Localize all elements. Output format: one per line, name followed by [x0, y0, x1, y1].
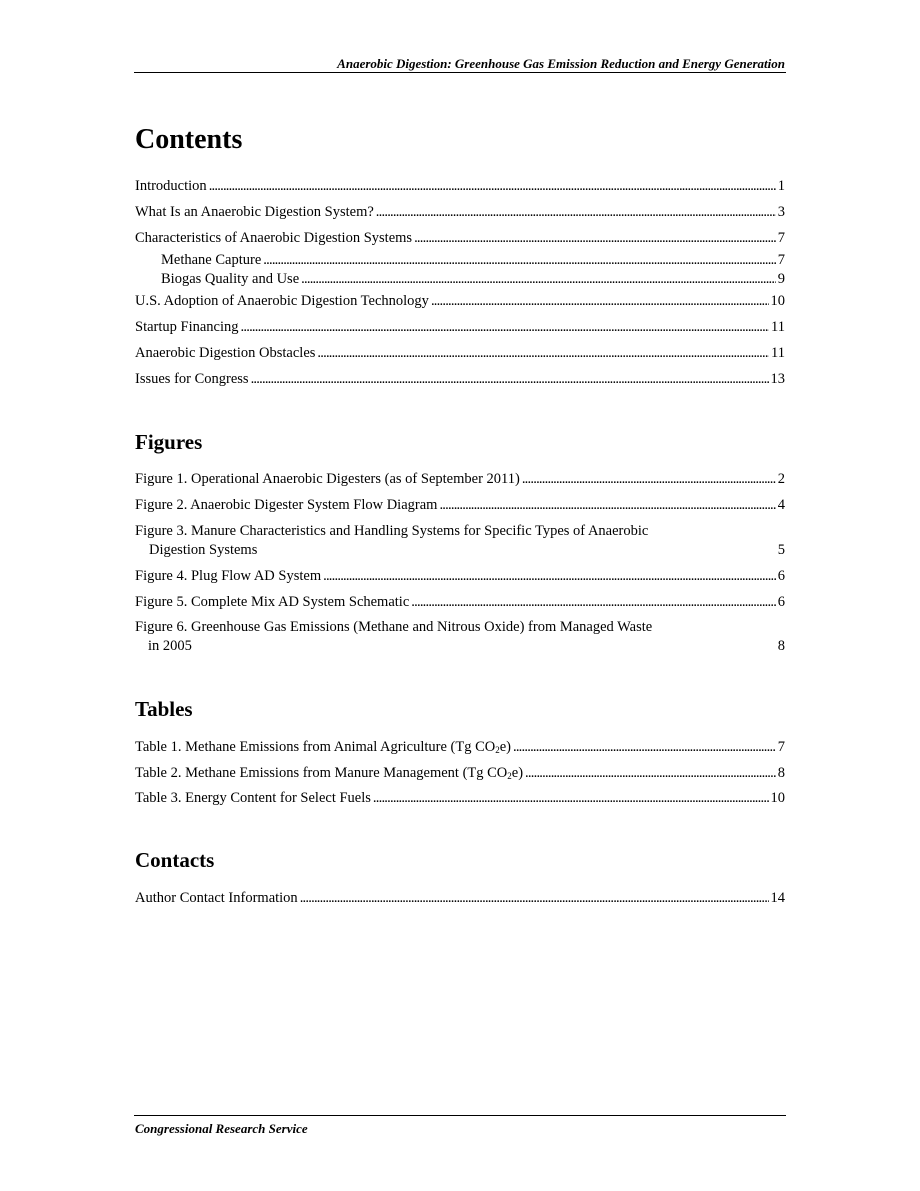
toc-entry-label: U.S. Adoption of Anaerobic Digestion Technology: [135, 293, 429, 309]
page-footer: [134, 1115, 786, 1136]
toc-entry-page: 10: [770, 293, 785, 309]
dot-leader: [209, 177, 776, 196]
dot-leader: [431, 292, 769, 311]
toc-entry-page: 11: [771, 319, 785, 335]
dot-leader: [263, 251, 775, 270]
dot-leader: [525, 764, 776, 783]
figure-entry-page: 6: [777, 568, 785, 584]
figure-entry-1[interactable]: [135, 470, 785, 489]
footer-source: Congressional Research Service: [135, 1121, 308, 1136]
toc-entry-methane-capture[interactable]: [161, 251, 785, 270]
toc-entry-page: 9: [777, 271, 785, 287]
toc-entry-label: Methane Capture: [161, 252, 262, 268]
dot-leader: [301, 270, 776, 289]
contact-entry-author[interactable]: [135, 889, 785, 908]
dot-leader: [414, 229, 776, 248]
table-entry-label: Table 3. Energy Content for Select Fuels: [135, 790, 371, 806]
dot-leader: [251, 370, 769, 389]
toc-entry-us-adoption[interactable]: [135, 292, 785, 311]
toc-entry-introduction[interactable]: [135, 177, 785, 196]
figure-entry-label: Figure 4. Plug Flow AD System: [135, 568, 322, 584]
figure-entry-page: 2: [777, 471, 785, 487]
contacts-heading: Contacts: [135, 848, 215, 872]
figure-entry-label: Figure 2. Anaerobic Digester System Flow Diagram: [135, 497, 438, 513]
toc-entry-page: 7: [777, 252, 785, 268]
toc-entry-page: 11: [771, 345, 785, 361]
figure-entry-label: Figure 6. Greenhouse Gas Emissions (Methane and Nitrous Oxide) from Managed Waste: [135, 619, 653, 635]
toc-entry-obstacles[interactable]: [135, 344, 785, 363]
figure-entry-label-cont: Digestion Systems: [149, 542, 258, 558]
table-entry-3[interactable]: [135, 789, 785, 808]
table-entry-2[interactable]: [135, 764, 785, 783]
table-entry-1[interactable]: [135, 738, 785, 757]
dot-leader: [439, 496, 775, 515]
table-entry-page: 10: [770, 790, 785, 806]
dot-leader: [411, 593, 775, 612]
toc-entry-label: Biogas Quality and Use: [161, 271, 300, 287]
figure-entry-page: 4: [777, 497, 785, 513]
dot-leader: [241, 318, 770, 337]
toc-entry-page: 7: [777, 230, 785, 246]
running-title: Anaerobic Digestion: Greenhouse Gas Emission Reduction and Energy Generation: [337, 56, 785, 71]
dot-leader: [300, 889, 769, 908]
figure-entry-label: Figure 1. Operational Anaerobic Digesters (as of September 2011): [135, 471, 520, 487]
table-entry-page: 7: [777, 739, 785, 755]
figure-entry-5[interactable]: [135, 593, 785, 612]
contact-entry-label: Author Contact Information: [135, 890, 298, 906]
figure-entry-label: Figure 5. Complete Mix AD System Schematic: [135, 594, 410, 610]
figure-entry-2[interactable]: [135, 496, 785, 515]
toc-entry-what-is-ad[interactable]: [135, 203, 785, 222]
dot-leader: [376, 203, 776, 222]
toc-entry-startup-financing[interactable]: [135, 318, 785, 337]
toc-entry-label: Issues for Congress: [135, 371, 249, 387]
contents-heading: Contents: [135, 124, 243, 155]
dot-leader: [513, 738, 776, 757]
figure-entry-label: Figure 3. Manure Characteristics and Handling Systems for Specific Types of Anaerobic: [135, 523, 649, 539]
dot-leader: [373, 789, 769, 808]
figure-entry-page: 8: [777, 638, 785, 654]
contact-entry-page: 14: [770, 890, 785, 906]
dot-leader: [317, 344, 769, 363]
figure-entry-6[interactable]: [135, 618, 785, 656]
figures-heading: Figures: [135, 430, 203, 454]
dot-leader: [323, 567, 776, 586]
toc-entry-label: Startup Financing: [135, 319, 239, 335]
table-entry-label: Table 2. Methane Emissions from Manure Management (Tg $CO_2e$): [135, 765, 524, 781]
figure-entry-page: 6: [777, 594, 785, 610]
figure-entry-4[interactable]: [135, 567, 785, 586]
figure-entry-label-cont: in 2005: [148, 638, 192, 654]
toc-entry-biogas-quality[interactable]: [161, 270, 785, 289]
page-header: [134, 55, 786, 73]
dot-leader: [522, 470, 776, 489]
figure-entry-page: 5: [777, 542, 785, 558]
toc-entry-page: 1: [777, 178, 785, 194]
toc-entry-issues-for-congress[interactable]: [135, 370, 785, 389]
table-entry-label: Table 1. Methane Emissions from Animal Agriculture (Tg $CO_2e$): [135, 739, 511, 755]
toc-entry-page: 3: [777, 204, 785, 220]
toc-entry-page: 13: [770, 371, 785, 387]
tables-heading: Tables: [135, 697, 193, 721]
table-entry-page: 8: [777, 765, 785, 781]
toc-entry-label: What Is an Anaerobic Digestion System?: [135, 204, 374, 220]
toc-entry-characteristics[interactable]: [135, 229, 785, 248]
toc-entry-label: Anaerobic Digestion Obstacles: [135, 345, 316, 361]
figure-entry-3[interactable]: [135, 522, 785, 560]
toc-entry-label: Introduction: [135, 178, 207, 194]
toc-entry-label: Characteristics of Anaerobic Digestion Systems: [135, 230, 413, 246]
